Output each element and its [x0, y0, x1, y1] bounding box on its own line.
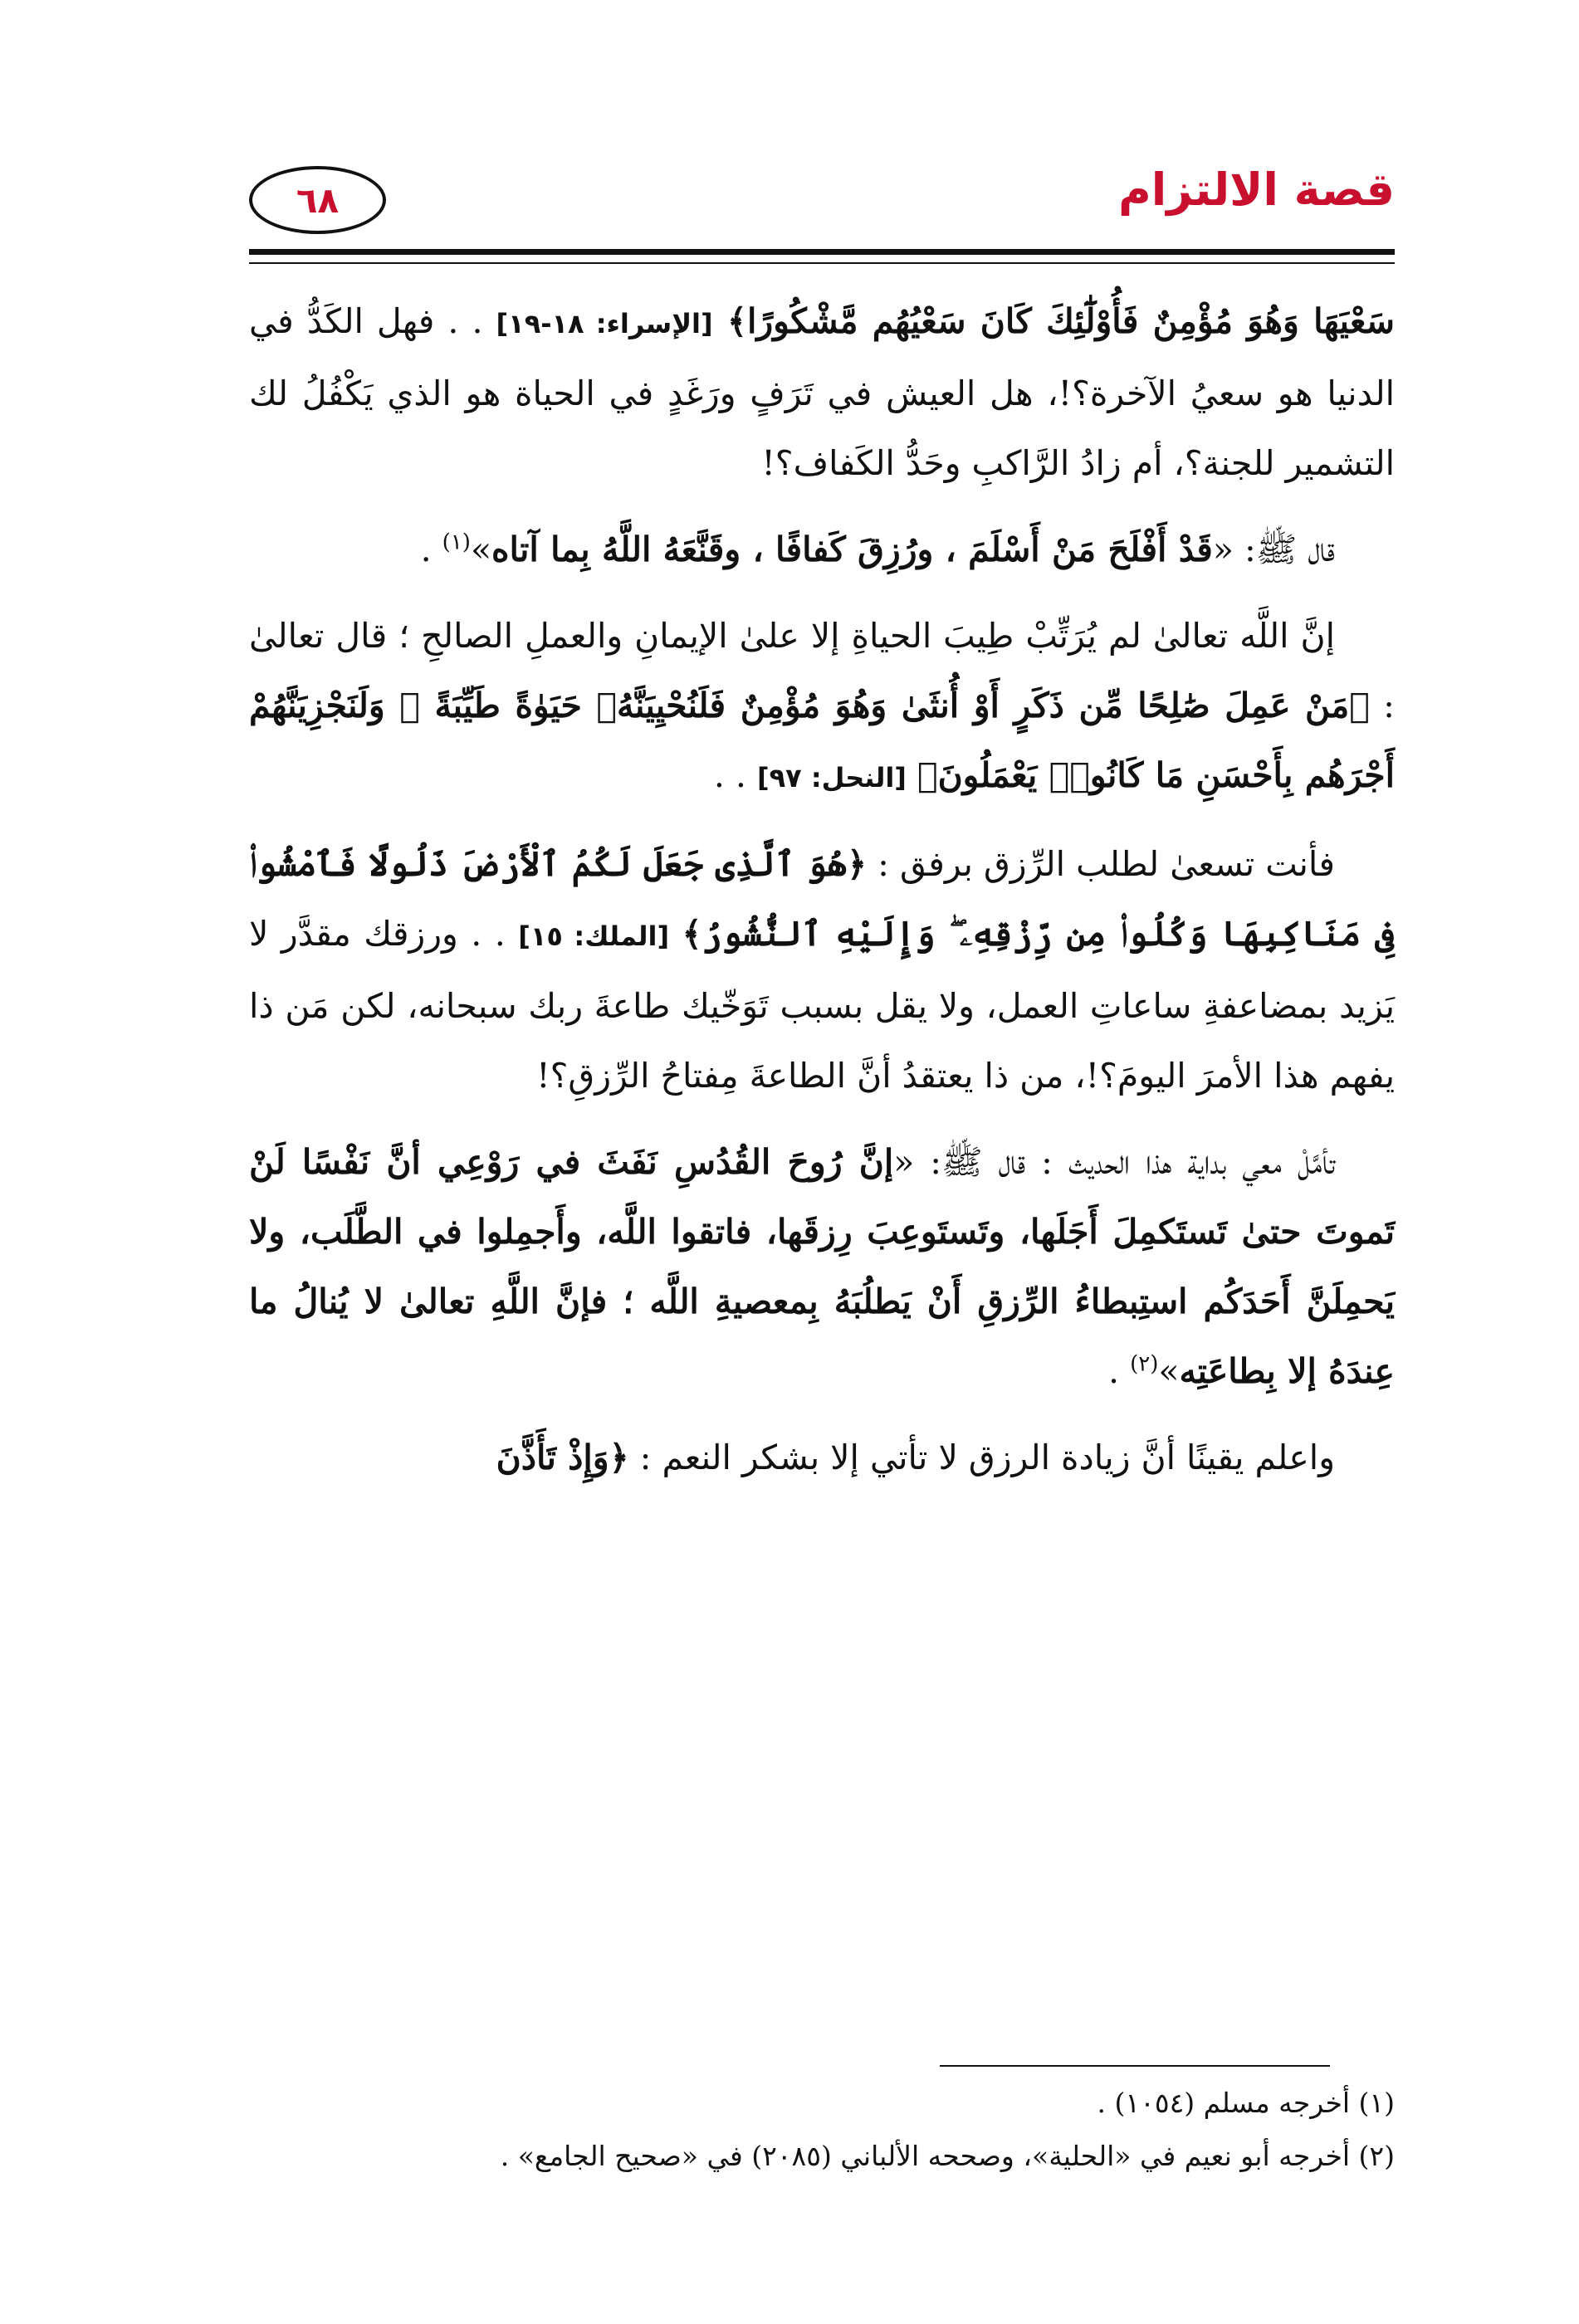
verse-reference: [النحل: ٩٧]	[757, 762, 907, 793]
quran-verse: سَعْيَهَا وَهُوَ مُؤْمِنٌ فَأُوْلَٰٓئِكَ كَانَ سَعْيُهُم مَّشْكُورًا	[746, 301, 1395, 341]
text-run: . . فهل الكَدُّ في الدنيا هو سعيُ الآخرة؟!، هل العيش في تَرَفٍ ورَغَدٍ في الحياة هو الذي يَكْفُلُ لك التشمير للجنة؟، أم زادُ الرَّاكبِ وحَدُّ الكَفاف؟!	[249, 301, 1395, 483]
quran-verse: ﴿وَإِذْ تَأَذَّنَ	[496, 1438, 629, 1477]
quran-verse: ﴿هُوَ ٱلَّذِى جَعَلَ لَكُمُ ٱلْأَرْضَ ذَلُولًا فَٱمْشُوا۟ فِى مَنَاكِبِهَا وَكُلُوا۟ مِن رِّزْقِهِۦ ۖ وَإِلَيْهِ ٱلنُّشُورُ﴾	[249, 844, 1395, 954]
footnotes	[249, 2077, 1395, 2183]
hadith-text: قَدْ أَفْلَحَ مَنْ أَسْلَمَ ، ورُزِقَ كَفافًا ، وقَنَّعَهُ اللَّهُ بِما آتاه	[491, 530, 1213, 569]
body-text	[249, 286, 1395, 1509]
page-header	[249, 149, 1395, 274]
paragraph	[249, 1127, 1395, 1406]
footnote-2: (٢) أخرجه أبو نعيم في «الحلية»، وصححه الألباني (٢٠٨٥) في «صحيح الجامع» .	[500, 2140, 1395, 2172]
paragraph	[249, 601, 1395, 813]
page-number-badge: ٦٨	[249, 166, 386, 234]
quran-verse: ﴾	[712, 301, 747, 341]
header-rule-thin	[249, 262, 1395, 264]
text-run	[669, 914, 682, 954]
paragraph	[249, 515, 1395, 584]
paragraph	[249, 829, 1395, 1111]
footnote-marker: (٢)	[1130, 1351, 1159, 1377]
verse-reference: [الإسراء: ١٨-١٩]	[496, 308, 713, 339]
footnote-marker: (١)	[442, 530, 471, 555]
footnote-1: (١) أخرجه مسلم (١٠٥٤) .	[1097, 2087, 1395, 2119]
footnote-separator	[940, 2065, 1330, 2067]
text-run: إنَّ اللَّه تعالىٰ لم يُرَتِّبْ طِيبَ الحياةِ إلا علىٰ الإيمانِ والعملِ الصالحِ ؛ قال تعالىٰ :	[249, 616, 1395, 725]
text-run: فأنت تسعىٰ لطلب الرِّزق برفق :	[867, 844, 1335, 884]
text-run: . . ورزقك مقدَّر لا يَزيد بمضاعفةِ ساعاتِ العمل، ولا يقل بسبب تَوَخّيك طاعةَ ربك سبحانه، لكن مَن ذا يفهم هذا الأمرَ اليومَ؟!، من ذا يعتقدُ أنَّ الطاعةَ مِفتاحُ الرِّزقِ؟!	[249, 914, 1395, 1096]
verse-reference: [الملك: ١٥]	[518, 920, 670, 952]
text-run: تأمَّلْ معي بداية هذا الحديث : قال ﷺ: «	[893, 1142, 1336, 1182]
text-run: واعلم يقينًا أنَّ زيادة الرزق لا تأتي إلا بشكر النعم :	[628, 1438, 1335, 1477]
paragraph	[249, 286, 1395, 498]
text-run: .	[1108, 1351, 1131, 1391]
paragraph	[249, 1423, 1395, 1492]
text-run: .	[420, 530, 442, 569]
book-title: قصة الالتزام	[1118, 164, 1395, 216]
text-run	[907, 755, 917, 795]
text-run: . .	[713, 755, 757, 795]
text-run: »	[470, 530, 492, 569]
hadith-text: إنَّ رُوحَ القُدُسِ نَفَثَ في رَوْعِي أنَّ نَفْسًا لَنْ تَموتَ حتىٰ تَستَكمِلَ أَجَلَها، وتَستَوعِبَ رِزقَها، فاتقوا اللَّه، وأَجمِلوا في الطَّلَب، ولا يَحمِلَنَّ أَحَدَكُم استِبطاءُ الرِّزقِ أَنْ يَطلُبَهُ بِمعصيةِ اللَّه ؛ فإنَّ اللَّهِ تعالىٰ لا يُنالُ ما عِندَهُ إلا بِطاعَتِه	[249, 1142, 1395, 1391]
text-run: قال ﷺ: «	[1212, 530, 1335, 569]
header-rule-thick	[249, 249, 1395, 255]
quran-verse: ﴿مَنْ عَمِلَ صَٰلِحًا مِّن ذَكَرٍ أَوْ أُنثَىٰ وَهُوَ مُؤْمِنٌ فَلَنُحْيِيَنَّهُۥ حَيَوٰةً طَيِّبَةً ۖ وَلَنَجْزِيَنَّهُمْ أَجْرَهُم بِأَحْسَنِ مَا كَانُوا۟ يَعْمَلُونَ﴾	[249, 686, 1395, 795]
text-run: »	[1158, 1351, 1180, 1391]
